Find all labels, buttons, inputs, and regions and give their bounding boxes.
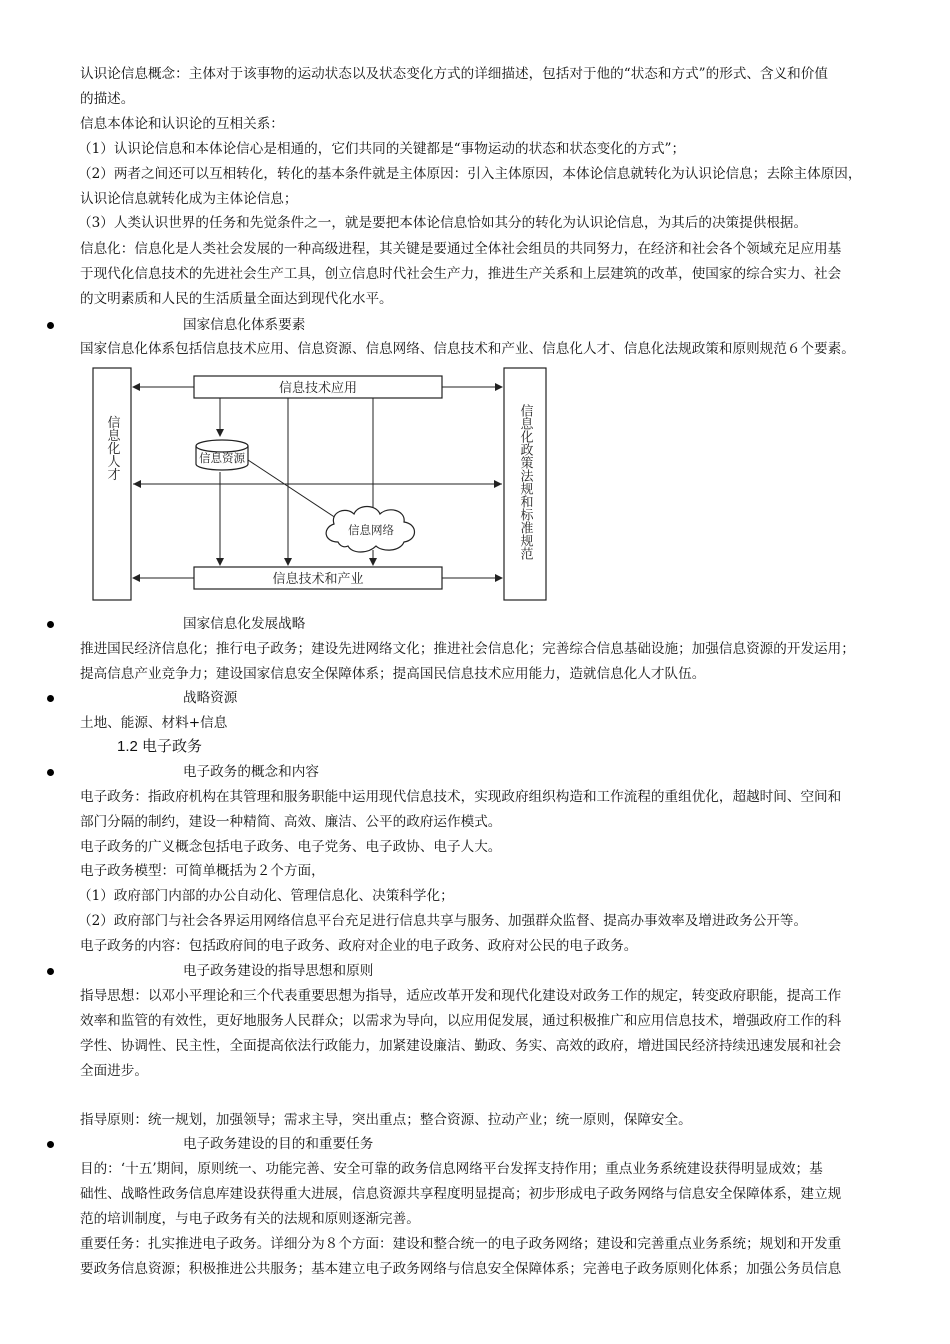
resources-text: 土地、能源、材料+信息 [80, 715, 228, 731]
arrow-mid-left [133, 480, 141, 488]
bullet-icon [47, 1141, 54, 1148]
guiding-line-5: 指导原则：统一规划，加强领导；需求主导，突出重点；整合资源、拉动产业；统一原则，保障安全。 [80, 1112, 692, 1128]
intro-line-1: 认识论信息概念：主体对于该事物的运动状态以及状态变化方式的详细描述，包括对于他的“状态和方式”的形式、含义和价值 [80, 66, 828, 82]
arrow-resource-to-network [248, 460, 342, 522]
egov-line-2: 部门分隔的制约，建设一种精简、高效、廉洁、公平的政府运作模式。 [80, 814, 502, 830]
goals-line-1: 目的：‘十五’期间，原则统一、功能完善、安全可靠的政务信息网络平台发挥支持作用；重点业务系统建设获得明显成效；基 [80, 1161, 823, 1177]
left-talent-box [93, 368, 131, 600]
guiding-line-1: 指导思想：以邓小平理论和三个代表重要思想为指导，适应改革开发和现代化建设对政务工作的规定，转变政府职能，提高工作 [80, 988, 842, 1004]
network-label: 信息网络 [348, 523, 394, 537]
intro-line-9: 于现代化信息技术的先进社会生产工具，创立信息时代社会生产力，推进生产关系和上层建筑的改革，使国家的综合实力、社会 [80, 266, 842, 282]
bullet-icon [47, 968, 54, 975]
intro-line-7: （3）人类认识世界的任务和先觉条件之一，就是要把本体论信息恰如其分的转化为认识论信息，为其后的决策提供根据。 [78, 215, 808, 231]
heading-strategy: 国家信息化发展战略 [183, 616, 306, 632]
goals-line-2: 础性、战略性政务信息库建设获得重大进展，信息资源共享程度明显提高；初步形成电子政务网络与信息安全保障体系，建立规 [80, 1186, 842, 1202]
arrow-mid-right [494, 480, 502, 488]
resource-label: 信息资源 [199, 451, 245, 465]
right-box-label: 信息化政策法规和标准规范 [517, 404, 533, 560]
heading-info-system: 国家信息化体系要素 [183, 317, 306, 333]
strategy-line-1: 推进国民经济信息化；推行电子政务；建设先进网络文化；推进社会信息化；完善综合信息基础设施；加强信息资源的开发运用； [80, 641, 855, 657]
heading-guiding: 电子政务建设的指导思想和原则 [183, 963, 374, 979]
bullet-icon [47, 695, 54, 702]
egov-line-1: 电子政务：指政府机构在其管理和服务职能中运用现代信息技术，实现政府组织构造和工作流程的重组优化，超越时间、空间和 [80, 789, 842, 805]
egov-line-5: （1）政府部门内部的办公自动化、管理信息化、决策科学化； [78, 888, 454, 904]
info-system-text: 国家信息化体系包括信息技术应用、信息资源、信息网络、信息技术和产业、信息化人才、信息化法规政策和原则规范６个要素。 [80, 341, 855, 357]
egov-line-3: 电子政务的广义概念包括电子政务、电子党务、电子政协、电子人大。 [80, 839, 502, 855]
heading-egov-concept: 电子政务的概念和内容 [183, 764, 319, 780]
bullet-icon [47, 769, 54, 776]
intro-line-4: （1）认识论信息和本体论信心是相通的，它们共同的关键都是“事物运动的状态和状态变化的方式”； [78, 141, 686, 157]
intro-line-6: 认识论信息就转化成为主体论信息； [80, 191, 298, 207]
info-system-diagram [90, 364, 550, 604]
intro-line-10: 的文明素质和人民的生活质量全面达到现代化水平。 [80, 291, 393, 307]
heading-goals: 电子政务建设的目的和重要任务 [183, 1136, 374, 1152]
strategy-line-2: 提高信息产业竞争力；建设国家信息安全保障体系；提高国民信息技术应用能力，造就信息化人才队伍。 [80, 666, 706, 682]
egov-line-6: （2）政府部门与社会各界运用网络信息平台充足进行信息共享与服务、加强群众监督、提高办事效率及增进政务公开等。 [78, 913, 808, 929]
intro-line-2: 的描述。 [80, 91, 135, 107]
guiding-line-4: 全面进步。 [80, 1063, 148, 1079]
goals-line-5: 要政务信息资源；积极推进公共服务；基本建立电子政务网络与信息安全保障体系；完善电子政务原则化体系；加强公务员信息 [80, 1261, 842, 1277]
egov-line-7: 电子政务的内容：包括政府间的电子政务、政府对企业的电子政务、政府对公民的电子政务。 [80, 938, 638, 954]
egov-line-4: 电子政务模型：可简单概括为２个方面， [80, 863, 325, 879]
bottom-box-label: 信息技术和产业 [272, 572, 364, 587]
bullet-icon [47, 322, 54, 329]
left-box-label: 信息化人才 [104, 415, 120, 481]
goals-line-4: 重要任务：扎实推进电子政务。详细分为８个方面：建设和整合统一的电子政务网络；建设和完善重点业务系统；规划和开发重 [80, 1236, 842, 1252]
goals-line-3: 范的培训制度，与电子政务有关的法规和原则逐渐完善。 [80, 1211, 420, 1227]
bullet-icon [47, 621, 54, 628]
section-title: 1.2 电子政务 [117, 738, 203, 755]
intro-line-5: （2）两者之间还可以互相转化，转化的基本条件就是主体原因：引入主体原因，本体论信息就转化为认识论信息；去除主体原因， [78, 166, 862, 182]
guiding-line-3: 学性、协调性、民主性，全面提高依法行政能力，加紧建设廉洁、勤政、务实、高效的政府，增进国民经济持续迅速发展和社会 [80, 1038, 842, 1054]
heading-resources: 战略资源 [183, 690, 238, 706]
guiding-line-2: 效率和监管的有效性，更好地服务人民群众；以需求为导向，以应用促发展，通过积极推广和应用信息技术，增强政府工作的科 [80, 1013, 842, 1029]
top-box-label: 信息技术应用 [278, 381, 358, 396]
intro-line-8: 信息化：信息化是人类社会发展的一种高级进程，其关键是要通过全体社会组员的共同努力，在经济和社会各个领域充足应用基 [80, 241, 842, 257]
intro-line-3: 信息本体论和认识论的互相关系： [80, 116, 284, 132]
